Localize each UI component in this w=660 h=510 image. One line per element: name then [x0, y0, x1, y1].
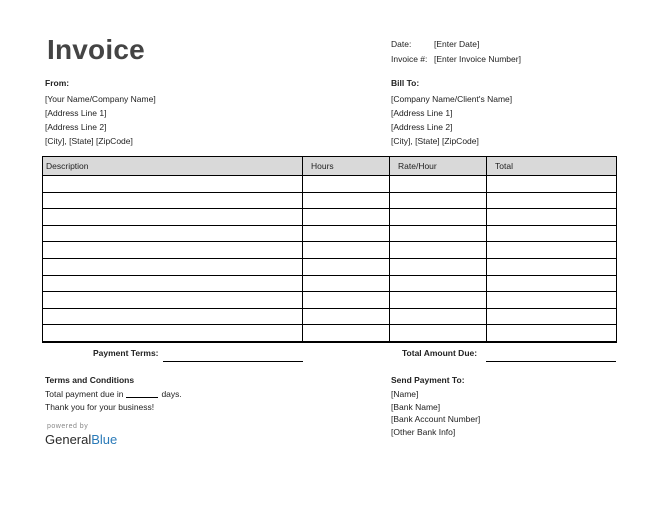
hours-cell[interactable] — [303, 258, 390, 275]
table-row — [43, 192, 617, 209]
column-header-hours: Hours — [303, 157, 390, 176]
rate-cell[interactable] — [390, 325, 487, 342]
hours-cell[interactable] — [303, 242, 390, 259]
table-row — [43, 225, 617, 242]
table-header-row — [43, 157, 617, 176]
payment-due-suffix: days. — [161, 389, 182, 399]
column-header-description: Description — [43, 157, 303, 176]
payment-due-line — [45, 388, 182, 401]
hours-cell[interactable] — [303, 192, 390, 209]
bill-to-address-2[interactable]: [Address Line 2] — [391, 122, 453, 132]
hours-cell[interactable] — [303, 308, 390, 325]
total-cell[interactable] — [487, 225, 617, 242]
description-cell[interactable] — [43, 192, 303, 209]
total-cell[interactable] — [487, 325, 617, 342]
from-name[interactable]: [Your Name/Company Name] — [45, 94, 156, 104]
from-address-2[interactable]: [Address Line 2] — [45, 122, 107, 132]
from-address-1[interactable]: [Address Line 1] — [45, 108, 107, 118]
table-row — [43, 258, 617, 275]
rate-cell[interactable] — [390, 292, 487, 309]
send-payment-heading: Send Payment To: — [391, 375, 465, 385]
invoice-number-value[interactable]: [Enter Invoice Number] — [434, 54, 521, 64]
bank-name[interactable]: [Bank Name] — [391, 401, 441, 412]
total-cell[interactable] — [487, 292, 617, 309]
rate-cell[interactable] — [390, 242, 487, 259]
powered-by-text: powered by — [47, 423, 89, 430]
total-cell[interactable] — [487, 308, 617, 325]
line-items-table — [42, 156, 617, 343]
rate-cell[interactable] — [390, 258, 487, 275]
send-payment-section — [391, 375, 480, 438]
description-cell[interactable] — [43, 308, 303, 325]
description-cell[interactable] — [43, 242, 303, 259]
terms-heading: Terms and Conditions — [45, 375, 135, 385]
hours-cell[interactable] — [303, 176, 390, 193]
description-cell[interactable] — [43, 258, 303, 275]
bank-account-number[interactable]: [Bank Account Number] — [391, 414, 481, 424]
table-row — [43, 176, 617, 193]
bill-to-address-1[interactable]: [Address Line 1] — [391, 108, 453, 118]
rate-cell[interactable] — [390, 192, 487, 209]
description-cell[interactable] — [43, 225, 303, 242]
bill-to-section — [391, 77, 512, 148]
rate-cell[interactable] — [390, 209, 487, 226]
generalblue-logo — [45, 432, 117, 447]
description-cell[interactable] — [43, 176, 303, 193]
total-cell[interactable] — [487, 242, 617, 259]
description-cell[interactable] — [43, 275, 303, 292]
table-row — [43, 209, 617, 226]
payment-due-prefix: Total payment due in — [45, 389, 124, 399]
invoice-title: Invoice — [47, 34, 145, 65]
description-cell[interactable] — [43, 325, 303, 342]
total-cell[interactable] — [487, 275, 617, 292]
total-amount-due-field[interactable] — [486, 361, 616, 362]
table-row — [43, 308, 617, 325]
invoice-meta — [391, 39, 521, 69]
payee-name[interactable]: [Name] — [391, 389, 419, 399]
table-row — [43, 275, 617, 292]
from-heading: From: — [45, 78, 70, 88]
payment-terms-label: Payment Terms: — [93, 348, 159, 358]
rate-cell[interactable] — [390, 176, 487, 193]
bill-to-heading: Bill To: — [391, 78, 420, 88]
from-city-state-zip[interactable]: [City], [State] [ZipCode] — [45, 136, 133, 146]
logo-text-general: General — [45, 432, 92, 447]
description-cell[interactable] — [43, 292, 303, 309]
table-row — [43, 242, 617, 259]
date-label: Date: — [391, 39, 412, 49]
total-amount-due-label: Total Amount Due: — [402, 348, 478, 358]
invoice-number-label: Invoice #: — [391, 54, 428, 64]
payment-terms-field[interactable] — [163, 361, 303, 362]
column-header-rate: Rate/Hour — [390, 157, 487, 176]
hours-cell[interactable] — [303, 209, 390, 226]
bill-to-city-state-zip[interactable]: [City], [State] [ZipCode] — [391, 136, 479, 146]
other-bank-info[interactable]: [Other Bank Info] — [391, 426, 456, 437]
description-cell[interactable] — [43, 209, 303, 226]
date-value[interactable]: [Enter Date] — [434, 39, 480, 49]
rate-cell[interactable] — [390, 308, 487, 325]
bill-to-name[interactable]: [Company Name/Client's Name] — [391, 94, 513, 104]
total-cell[interactable] — [487, 209, 617, 226]
hours-cell[interactable] — [303, 292, 390, 309]
table-row — [43, 325, 617, 342]
column-header-total: Total — [487, 157, 617, 176]
total-cell[interactable] — [487, 258, 617, 275]
from-section — [45, 77, 156, 148]
total-cell[interactable] — [487, 176, 617, 193]
payment-due-days-field[interactable] — [126, 389, 158, 398]
table-row — [43, 292, 617, 309]
rate-cell[interactable] — [390, 275, 487, 292]
hours-cell[interactable] — [303, 325, 390, 342]
rate-cell[interactable] — [390, 225, 487, 242]
thank-you-note: Thank you for your business! — [45, 402, 155, 412]
logo-text-blue: Blue — [91, 432, 118, 447]
terms-section — [45, 375, 182, 414]
total-cell[interactable] — [487, 192, 617, 209]
hours-cell[interactable] — [303, 225, 390, 242]
hours-cell[interactable] — [303, 275, 390, 292]
